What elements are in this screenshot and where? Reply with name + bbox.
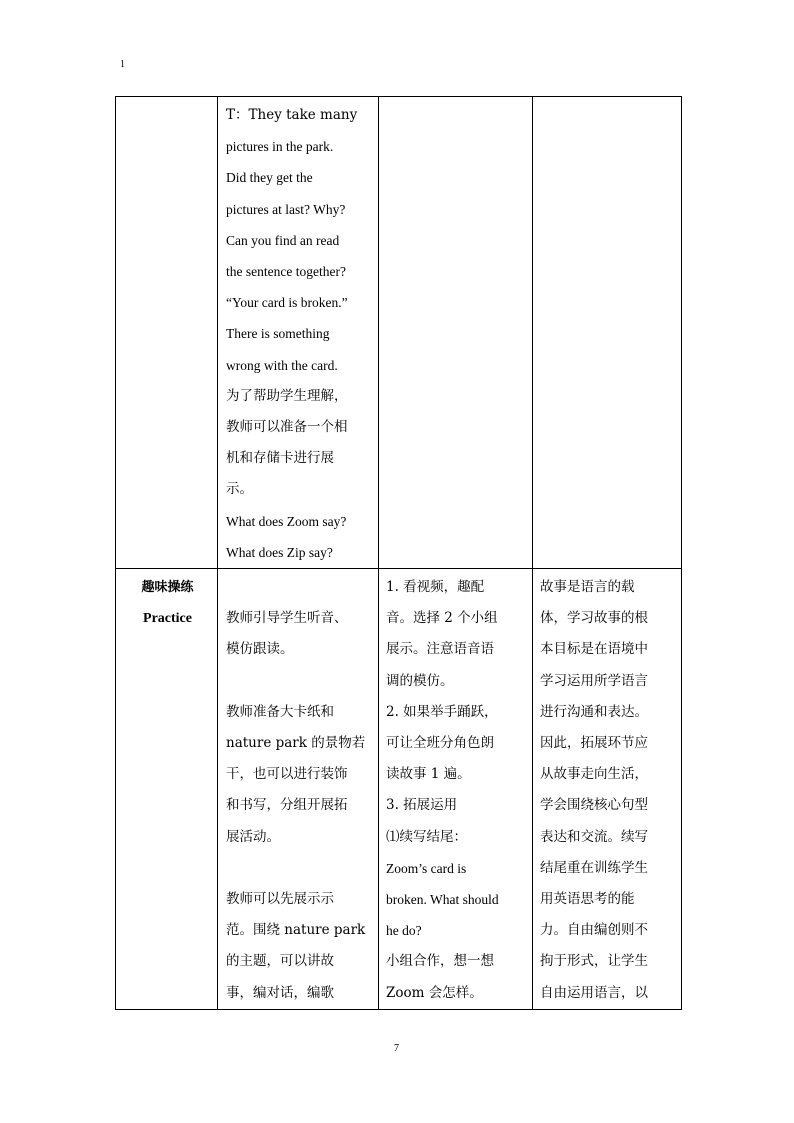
cell-text-line: 自由运用语言，以 xyxy=(540,984,648,1001)
cell-text-line: 拘于形式，让学生 xyxy=(540,953,648,970)
cell-text-line: 用英语思考的能 xyxy=(540,891,635,908)
cell-text-line: 教师可以先展示示 xyxy=(226,891,334,908)
cell-text-line: ⑴续写结尾： xyxy=(386,828,467,845)
cell-text-line: 事，编对话，编歌 xyxy=(226,984,334,1001)
cell-text-line: 的主题，可以讲故 xyxy=(226,953,334,970)
student-activity-cell-practice xyxy=(379,569,533,1010)
cell-text-line: 展活动。 xyxy=(226,828,280,845)
cell-text-line: What does Zoom say? xyxy=(226,513,347,529)
cell-text-line: 和书写，分组开展拓 xyxy=(226,797,348,814)
cell-text-line: 趣味操练 xyxy=(141,580,194,596)
cell-text-line: 2. 如果举手踊跃， xyxy=(386,703,498,720)
cell-text-line: 示。 xyxy=(226,481,253,498)
cell-text-line: 教师准备大卡纸和 xyxy=(226,703,334,720)
cell-text-line: 教师可以准备一个相 xyxy=(226,419,348,436)
page-header-marker: 1 xyxy=(120,59,125,70)
cell-text-line: 学会围绕核心句型 xyxy=(540,797,648,814)
cell-text-line: nature park 的景物若 xyxy=(226,735,366,752)
cell-text-line: 范。围绕 nature park xyxy=(226,922,366,939)
cell-text-line: 教师引导学生听音、 xyxy=(226,610,348,627)
cell-text-line: 1. 看视频，趣配 xyxy=(386,579,485,596)
cell-text-line xyxy=(226,666,372,697)
cell-text-line: 本目标是在语境中 xyxy=(540,641,648,658)
cell-text-line: 结尾重在训练学生 xyxy=(540,859,648,876)
cell-text-line: 小组合作，想一想 xyxy=(386,953,494,970)
cell-text-line: wrong with the card. xyxy=(226,357,338,373)
cell-text-line: 3. 拓展运用 xyxy=(386,797,458,814)
student-activity-cell xyxy=(379,97,533,569)
cell-text-line: Practice xyxy=(143,611,192,627)
cell-text-line: “Your card is broken.” xyxy=(226,295,348,311)
cell-text-line: 进行沟通和表达。 xyxy=(540,703,648,720)
cell-text-line: Did they get the xyxy=(226,170,313,186)
cell-text-line: Can you find an read xyxy=(226,232,340,248)
cell-text-line: 模仿跟读。 xyxy=(226,641,294,658)
stage-cell-practice xyxy=(116,569,218,1010)
cell-text-line xyxy=(226,853,372,884)
cell-text-line: What does Zip say? xyxy=(226,544,333,560)
cell-text-line: Zoom’s card is xyxy=(386,860,467,876)
cell-text-line: broken. What should xyxy=(386,892,499,908)
cell-text-line: 机和存储卡进行展 xyxy=(226,450,334,467)
cell-text-line: 力。自由编创则不 xyxy=(540,922,648,939)
cell-text-line xyxy=(226,572,372,603)
stage-cell xyxy=(116,97,218,569)
cell-text-line: 读故事 1 遍。 xyxy=(386,766,471,783)
cell-text-line: There is something xyxy=(226,326,330,342)
design-intent-cell-practice xyxy=(533,569,682,1010)
cell-text-line: pictures at last? Why? xyxy=(226,201,346,217)
teacher-activity-cell xyxy=(218,97,379,569)
table-row-story-continued xyxy=(116,97,682,569)
design-intent-cell xyxy=(533,97,682,569)
cell-text-line: 表达和交流。续写 xyxy=(540,828,648,845)
cell-text-line: 因此，拓展环节应 xyxy=(540,735,648,752)
cell-text-line: 故事是语言的载 xyxy=(540,579,635,596)
cell-text-line: 体，学习故事的根 xyxy=(540,610,648,627)
cell-text-line: 学习运用所学语言 xyxy=(540,672,648,689)
cell-text-line: Zoom 会怎样。 xyxy=(386,984,483,1001)
table-row-practice xyxy=(116,569,682,1010)
cell-text-line: he do? xyxy=(386,923,422,939)
lesson-plan-table xyxy=(115,96,682,1010)
page-number: 7 xyxy=(394,1043,399,1054)
cell-text-line: 调的模仿。 xyxy=(386,672,454,689)
cell-text-line: 干，也可以进行装饰 xyxy=(226,766,348,783)
cell-text-line: 可让全班分角色朗 xyxy=(386,735,494,752)
cell-text-line: 展示。注意语音语 xyxy=(386,641,494,658)
cell-text-line: T：They take many xyxy=(226,107,358,123)
cell-text-line: 为了帮助学生理解， xyxy=(226,387,348,404)
cell-text-line: 音。选择 2 个小组 xyxy=(386,610,498,627)
cell-text-line: 从故事走向生活， xyxy=(540,766,648,783)
cell-text-line: pictures in the park. xyxy=(226,139,334,155)
cell-text-line: the sentence together? xyxy=(226,264,346,280)
teacher-activity-cell-practice xyxy=(218,569,379,1010)
